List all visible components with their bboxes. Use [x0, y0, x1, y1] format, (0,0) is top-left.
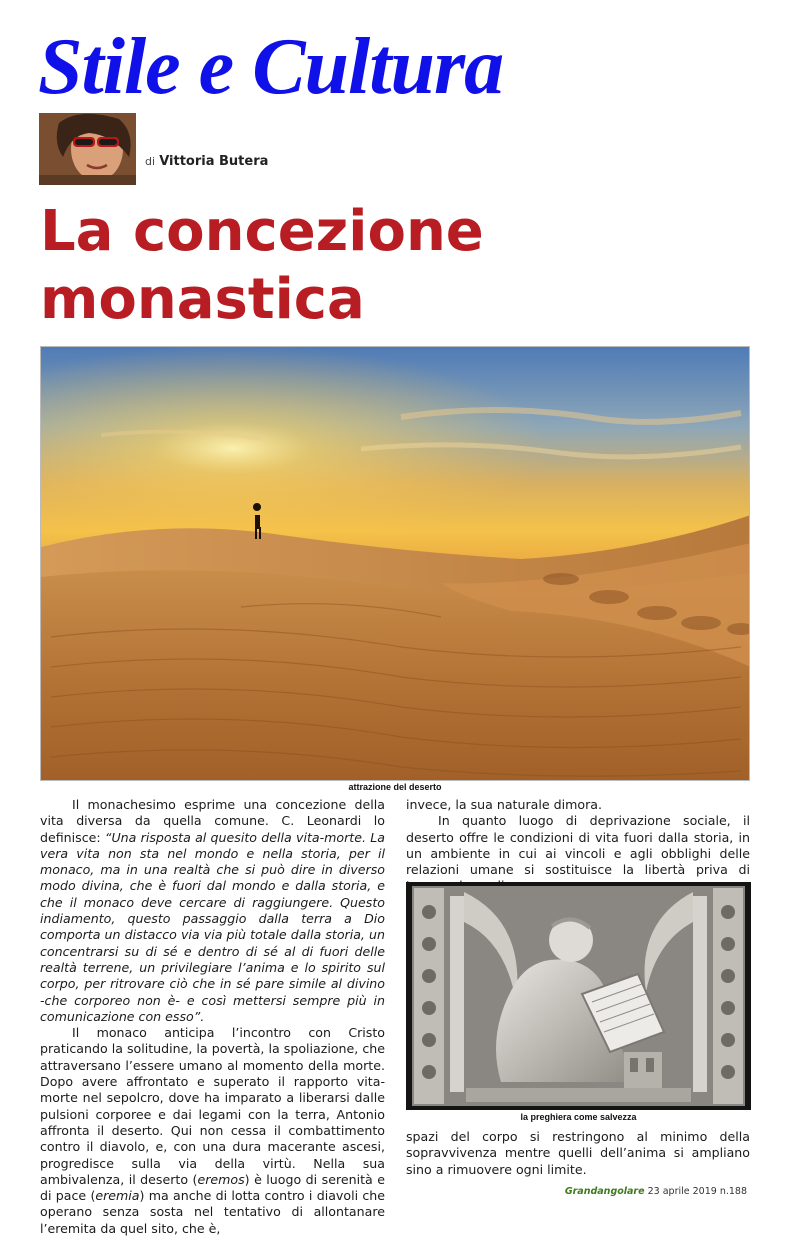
term-eremia: eremia	[95, 1188, 140, 1204]
paragraph-2-text-a: Il monaco anticipa l’incontro con Cristo praticando la solitudine, la povertà, la spoliazione, che attraversano l’essere umano al momento della morte. Dopo avere affrontato e superato il rapporto vita-morte nel sepolcro, dove ha imparato a liberarsi dalle pulsioni corporee e dai legami con la terra, Antonio affronta il deserto. Qui non cessa il combattimento contro il diavolo, e, con una dura macerante ascesi, progredisce sulla via della virtù. Nella sua ambivalenza, il deserto (	[40, 1025, 385, 1187]
magazine-name: Grandangolare	[564, 1186, 645, 1197]
author-photo	[39, 113, 136, 185]
monk-relief-image	[406, 882, 751, 1110]
article-title: La concezione monastica	[40, 199, 484, 332]
paragraph-1-text: Il monachesimo esprime una concezione della vita diversa da quella comune. C. Leonardi lo definisce:	[40, 797, 385, 845]
byline-prefix: di	[145, 155, 156, 168]
paragraph-3: invece, la sua naturale dimora.	[406, 797, 602, 812]
term-eremos: eremos	[197, 1171, 245, 1187]
author-name: Vittoria Butera	[159, 154, 269, 169]
desert-photo-caption: attrazione del deserto	[348, 782, 442, 792]
paragraph-5: spazi del corpo si restringono al minimo della sopravvivenza mentre quelli dell’anima si ampliano sino a rimuovere ogni limite.	[406, 1129, 750, 1177]
paragraph-4: In quanto luogo di deprivazione sociale, il deserto offre le condizioni di vita fuori dalla storia, in un ambiente in cui ai vincoli e agli obblighi delle relazioni umane si sostituisce la libertà priva di	[406, 813, 750, 878]
paragraph-1	[40, 797, 385, 1025]
desert-photo	[40, 346, 750, 781]
section-masthead: Stile e Cultura	[38, 23, 504, 111]
byline	[145, 154, 268, 169]
issue-info: 23 aprile 2019 n.188	[647, 1186, 747, 1197]
leonardi-quote: “Una risposta al quesito della vita-morte. La vera vita non sta nel mondo e nella storia, per il monaco, ma in una realtà che si può dire in diverso modo divina, che è fuori dal mondo e dalla storia, e che il monaco deve cercare di raggiungere. Questo indiamento, questo passaggio dalla terra a Dio comporta un distacco via via più totale dalla storia, un concentrarsi su di sé e dentro di sé al di fuori delle realtà terrene, un privilegiare l’anima e lo spirito sul corpo, per ritrovare ciò che in sé pare simile al divino -che corporeo non è- e così mettersi sempre più in comunicazione con esso”.	[40, 829, 385, 1024]
article-column-right-bottom	[406, 1129, 750, 1178]
article-column-left	[40, 797, 385, 1237]
monk-relief-caption: la preghiera come salvezza	[520, 1112, 637, 1122]
page-footer	[565, 1186, 747, 1197]
article-column-right-top	[406, 797, 750, 895]
paragraph-2	[40, 1025, 385, 1237]
paragraph-2-text-c: ) ma anche di lotta contro i diavoli che operano senza sosta nel tentativo di allontanare l’eremita da quel sito, che è,	[40, 1188, 385, 1236]
paragraph-2-text-b: ) è luogo di serenità e di pace (	[40, 1171, 385, 1204]
